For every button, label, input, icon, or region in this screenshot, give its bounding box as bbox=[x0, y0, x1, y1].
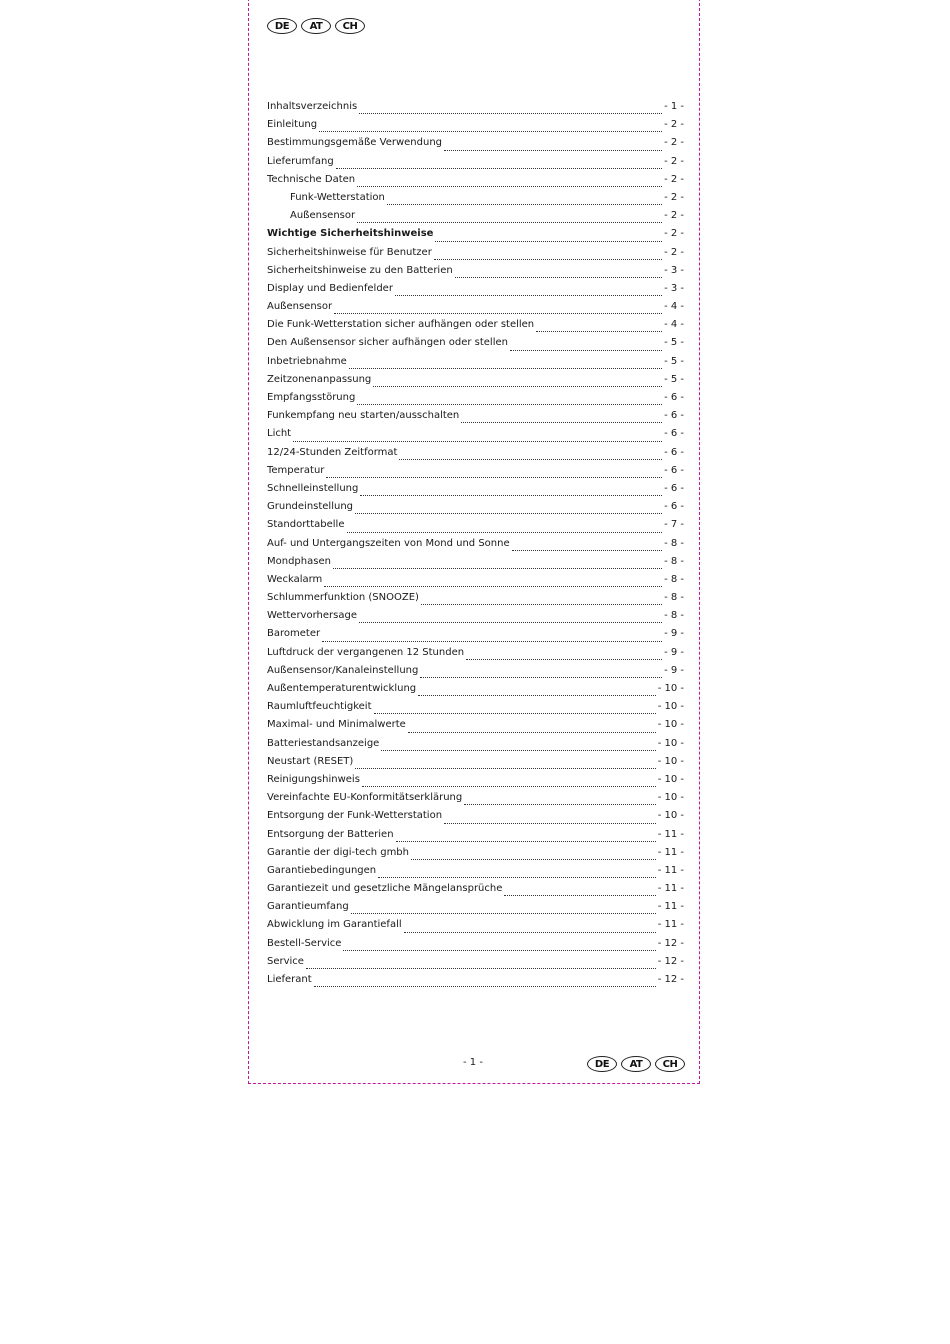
toc-entry-page: - 2 - bbox=[664, 119, 684, 131]
toc-dot-leader bbox=[357, 403, 662, 405]
toc-entry-page: - 10 - bbox=[657, 737, 684, 749]
toc-entry-page: - 6 - bbox=[664, 410, 684, 422]
table-of-contents bbox=[267, 101, 684, 992]
toc-dot-leader bbox=[324, 585, 662, 587]
toc-entry-title: Bestell-Service bbox=[267, 937, 342, 949]
toc-entry[interactable] bbox=[267, 592, 684, 610]
toc-dot-leader bbox=[374, 712, 656, 714]
toc-entry-page: - 10 - bbox=[657, 683, 684, 694]
toc-entry[interactable] bbox=[267, 501, 684, 519]
toc-entry[interactable] bbox=[267, 301, 684, 319]
toc-entry-page: - 2 - bbox=[664, 210, 684, 222]
toc-entry-page: - 6 - bbox=[664, 392, 684, 403]
toc-dot-leader bbox=[512, 549, 662, 551]
toc-dot-leader bbox=[434, 258, 662, 260]
country-badge-de: DE bbox=[587, 1056, 617, 1072]
toc-entry-title: Lieferumfang bbox=[267, 155, 334, 167]
toc-entry[interactable] bbox=[267, 938, 684, 956]
country-badge-at: AT bbox=[621, 1056, 651, 1072]
toc-entry-page: - 12 - bbox=[657, 955, 684, 967]
toc-dot-leader bbox=[326, 476, 662, 478]
toc-dot-leader bbox=[362, 785, 656, 787]
toc-entry-title: Sicherheitshinweise zu den Batterien bbox=[267, 264, 453, 276]
toc-dot-leader bbox=[444, 822, 656, 824]
toc-entry[interactable] bbox=[267, 337, 684, 355]
toc-entry[interactable] bbox=[267, 392, 684, 410]
toc-entry-page: - 11 - bbox=[657, 883, 684, 895]
toc-entry[interactable] bbox=[267, 319, 684, 337]
toc-entry-page: - 8 - bbox=[664, 610, 684, 622]
toc-entry-page: - 12 - bbox=[657, 937, 684, 949]
toc-dot-leader bbox=[333, 567, 662, 569]
toc-dot-leader bbox=[306, 967, 656, 969]
toc-entry-title: Wichtige Sicherheitshinweise bbox=[267, 228, 434, 240]
toc-entry[interactable] bbox=[267, 756, 684, 774]
toc-dot-leader bbox=[373, 385, 662, 387]
toc-entry-title: Garantieumfang bbox=[267, 901, 349, 913]
toc-entry[interactable] bbox=[267, 101, 684, 119]
toc-entry-page: - 9 - bbox=[664, 664, 684, 676]
toc-dot-leader bbox=[411, 858, 656, 860]
toc-dot-leader bbox=[293, 440, 662, 442]
toc-entry-title: Auf- und Untergangszeiten von Mond und Sonne bbox=[267, 537, 510, 549]
toc-entry[interactable] bbox=[267, 519, 684, 537]
toc-entry[interactable] bbox=[267, 810, 684, 828]
toc-entry[interactable] bbox=[267, 192, 684, 210]
toc-entry[interactable] bbox=[267, 283, 684, 301]
toc-dot-leader bbox=[378, 876, 656, 878]
toc-entry-title: Batteriestandsanzeige bbox=[267, 737, 380, 749]
toc-entry-title: Entsorgung der Batterien bbox=[267, 828, 394, 840]
toc-entry[interactable] bbox=[267, 683, 684, 701]
toc-entry-title: Lieferant bbox=[267, 974, 312, 985]
toc-entry-title: Funkempfang neu starten/ausschalten bbox=[267, 410, 460, 422]
toc-entry-title: Entsorgung der Funk-Wetterstation bbox=[267, 810, 443, 822]
toc-entry-page: - 3 - bbox=[664, 264, 684, 276]
toc-entry[interactable] bbox=[267, 265, 684, 283]
toc-entry[interactable] bbox=[267, 919, 684, 937]
toc-entry[interactable] bbox=[267, 247, 684, 265]
toc-entry[interactable] bbox=[267, 374, 684, 392]
toc-entry-page: - 8 - bbox=[664, 555, 684, 567]
toc-dot-leader bbox=[359, 621, 662, 623]
toc-dot-leader bbox=[322, 640, 662, 642]
toc-dot-leader bbox=[343, 949, 655, 951]
toc-entry-title: Garantiezeit und gesetzliche Mängelansprüche bbox=[267, 883, 503, 895]
toc-dot-leader bbox=[351, 912, 656, 914]
toc-entry-page: - 2 - bbox=[664, 173, 684, 185]
toc-entry-title: Inbetriebnahme bbox=[267, 355, 347, 367]
toc-entry-page: - 11 - bbox=[657, 919, 684, 931]
toc-entry-page: - 6 - bbox=[664, 464, 684, 476]
toc-entry[interactable] bbox=[267, 119, 684, 137]
toc-entry-page: - 8 - bbox=[664, 573, 684, 585]
toc-entry-title: Inhaltsverzeichnis bbox=[267, 101, 358, 112]
toc-dot-leader bbox=[408, 731, 656, 733]
toc-entry[interactable] bbox=[267, 574, 684, 592]
toc-entry-page: - 3 - bbox=[664, 282, 684, 294]
country-badge-at: AT bbox=[301, 18, 331, 34]
toc-entry[interactable] bbox=[267, 465, 684, 483]
toc-entry[interactable] bbox=[267, 974, 684, 992]
toc-entry[interactable] bbox=[267, 665, 684, 683]
toc-entry-title: Vereinfachte EU-Konformitätserklärung bbox=[267, 792, 463, 804]
toc-dot-leader bbox=[399, 458, 662, 460]
toc-entry-page: - 11 - bbox=[657, 864, 684, 876]
toc-entry-page: - 10 - bbox=[657, 719, 684, 731]
toc-entry-title: Temperatur bbox=[267, 464, 325, 476]
toc-entry-title: Mondphasen bbox=[267, 555, 331, 567]
toc-dot-leader bbox=[355, 512, 662, 514]
toc-entry-page: - 6 - bbox=[664, 428, 684, 440]
toc-entry[interactable] bbox=[267, 137, 684, 155]
toc-entry-title: Die Funk-Wetterstation sicher aufhängen oder stellen bbox=[267, 319, 535, 331]
toc-entry-title: 12/24-Stunden Zeitformat bbox=[267, 446, 398, 458]
toc-entry-page: - 6 - bbox=[664, 482, 684, 494]
toc-dot-leader bbox=[347, 531, 663, 533]
toc-entry-page: - 2 - bbox=[664, 228, 684, 240]
toc-dot-leader bbox=[381, 749, 655, 751]
toc-dot-leader bbox=[360, 494, 662, 496]
toc-entry-title: Den Außensensor sicher aufhängen oder stellen bbox=[267, 337, 508, 349]
country-badges-footer bbox=[587, 1056, 685, 1072]
toc-dot-leader bbox=[334, 312, 662, 314]
toc-dot-leader bbox=[359, 112, 662, 114]
toc-entry[interactable] bbox=[267, 701, 684, 719]
toc-dot-leader bbox=[510, 349, 662, 351]
toc-entry-page: - 10 - bbox=[657, 792, 684, 804]
toc-entry[interactable] bbox=[267, 210, 684, 228]
toc-entry-title: Luftdruck der vergangenen 12 Stunden bbox=[267, 646, 465, 658]
toc-entry-title: Grundeinstellung bbox=[267, 501, 354, 513]
toc-dot-leader bbox=[395, 294, 662, 296]
toc-dot-leader bbox=[404, 931, 656, 933]
toc-entry-page: - 11 - bbox=[657, 828, 684, 840]
country-badge-ch: CH bbox=[335, 18, 365, 34]
toc-entry[interactable] bbox=[267, 556, 684, 574]
toc-entry[interactable] bbox=[267, 865, 684, 883]
toc-entry-page: - 2 - bbox=[664, 191, 684, 203]
toc-entry-title: Barometer bbox=[267, 628, 321, 640]
country-badge-de: DE bbox=[267, 18, 297, 34]
toc-entry[interactable] bbox=[267, 410, 684, 428]
toc-entry[interactable] bbox=[267, 774, 684, 792]
toc-dot-leader bbox=[355, 767, 655, 769]
toc-dot-leader bbox=[536, 330, 662, 332]
toc-entry[interactable] bbox=[267, 447, 684, 465]
toc-entry-title: Zeitzonenanpassung bbox=[267, 373, 372, 385]
toc-entry[interactable] bbox=[267, 610, 684, 628]
toc-entry-page: - 8 - bbox=[664, 592, 684, 604]
toc-dot-leader bbox=[336, 167, 662, 169]
toc-entry-page: - 6 - bbox=[664, 501, 684, 513]
toc-entry[interactable] bbox=[267, 738, 684, 756]
toc-dot-leader bbox=[349, 367, 662, 369]
toc-entry-page: - 6 - bbox=[664, 446, 684, 458]
toc-entry[interactable] bbox=[267, 483, 684, 501]
toc-entry-title: Schnelleinstellung bbox=[267, 482, 359, 494]
toc-entry-title: Weckalarm bbox=[267, 573, 323, 585]
toc-entry-title: Sicherheitshinweise für Benutzer bbox=[267, 246, 432, 258]
toc-entry-page: - 11 - bbox=[657, 901, 684, 913]
toc-entry-title: Schlummerfunktion (SNOOZE) bbox=[267, 592, 419, 604]
toc-dot-leader bbox=[319, 130, 662, 132]
toc-entry-page: - 7 - bbox=[664, 519, 684, 531]
toc-entry-page: - 10 - bbox=[657, 773, 684, 785]
toc-dot-leader bbox=[455, 276, 662, 278]
toc-entry-title: Technische Daten bbox=[267, 173, 356, 185]
toc-entry-title: Raumluftfeuchtigkeit bbox=[267, 701, 372, 713]
toc-dot-leader bbox=[421, 603, 662, 605]
toc-entry[interactable] bbox=[267, 156, 684, 174]
toc-entry[interactable] bbox=[267, 829, 684, 847]
toc-entry-page: - 4 - bbox=[664, 319, 684, 331]
toc-entry-page: - 9 - bbox=[664, 646, 684, 658]
country-badges-header bbox=[267, 18, 365, 34]
toc-entry[interactable] bbox=[267, 428, 684, 446]
toc-entry[interactable] bbox=[267, 883, 684, 901]
toc-entry-page: - 4 - bbox=[664, 301, 684, 313]
toc-entry-title: Empfangsstörung bbox=[267, 392, 356, 403]
toc-entry-page: - 2 - bbox=[664, 246, 684, 258]
toc-entry[interactable] bbox=[267, 538, 684, 556]
toc-entry-title: Service bbox=[267, 955, 304, 967]
toc-entry[interactable] bbox=[267, 647, 684, 665]
toc-entry-title: Außensensor bbox=[267, 301, 333, 313]
toc-entry-page: - 5 - bbox=[664, 373, 684, 385]
toc-entry-title: Einleitung bbox=[267, 119, 318, 131]
page-number: - 1 - bbox=[463, 1057, 483, 1068]
toc-entry-page: - 8 - bbox=[664, 537, 684, 549]
toc-dot-leader bbox=[435, 240, 662, 242]
toc-dot-leader bbox=[466, 658, 662, 660]
toc-entry-title: Außentemperaturentwicklung bbox=[267, 683, 417, 694]
toc-entry-title: Reinigungshinweis bbox=[267, 773, 360, 785]
toc-dot-leader bbox=[396, 840, 656, 842]
toc-entry[interactable] bbox=[267, 792, 684, 810]
toc-entry[interactable] bbox=[267, 228, 684, 246]
toc-entry-page: - 10 - bbox=[657, 701, 684, 713]
toc-dot-leader bbox=[314, 985, 656, 987]
toc-entry[interactable] bbox=[267, 847, 684, 865]
toc-entry-title: Garantie der digi-tech gmbh bbox=[267, 846, 409, 858]
toc-entry-page: - 12 - bbox=[657, 974, 684, 985]
toc-entry-page: - 10 - bbox=[657, 810, 684, 822]
toc-dot-leader bbox=[420, 676, 662, 678]
toc-dot-leader bbox=[357, 221, 662, 223]
toc-entry-title: Funk-Wetterstation bbox=[290, 191, 385, 203]
toc-entry-title: Licht bbox=[267, 428, 292, 440]
toc-entry-title: Maximal- und Minimalwerte bbox=[267, 719, 406, 731]
toc-entry[interactable] bbox=[267, 956, 684, 974]
toc-entry-title: Abwicklung im Garantiefall bbox=[267, 919, 402, 931]
toc-entry-title: Bestimmungsgemäße Verwendung bbox=[267, 137, 443, 149]
toc-entry-title: Außensensor/Kanaleinstellung bbox=[267, 664, 419, 676]
toc-entry-title: Standorttabelle bbox=[267, 519, 345, 531]
toc-dot-leader bbox=[387, 203, 662, 205]
toc-entry-page: - 5 - bbox=[664, 355, 684, 367]
toc-entry-title: Wettervorhersage bbox=[267, 610, 357, 622]
toc-entry-title: Neustart (RESET) bbox=[267, 755, 354, 767]
toc-entry-title: Display und Bedienfelder bbox=[267, 282, 393, 294]
toc-entry-page: - 10 - bbox=[657, 755, 684, 767]
toc-entry[interactable] bbox=[267, 174, 684, 192]
toc-entry-page: - 5 - bbox=[664, 337, 684, 349]
toc-entry-title: Außensensor bbox=[290, 210, 356, 222]
toc-entry-page: - 2 - bbox=[664, 155, 684, 167]
toc-dot-leader bbox=[418, 694, 656, 696]
country-badge-ch: CH bbox=[655, 1056, 685, 1072]
toc-dot-leader bbox=[444, 149, 662, 151]
document-page bbox=[248, 0, 700, 1084]
toc-entry[interactable] bbox=[267, 901, 684, 919]
toc-dot-leader bbox=[464, 803, 655, 805]
toc-entry-page: - 9 - bbox=[664, 628, 684, 640]
toc-entry-title: Garantiebedingungen bbox=[267, 864, 377, 876]
toc-entry[interactable] bbox=[267, 719, 684, 737]
toc-dot-leader bbox=[461, 421, 662, 423]
toc-dot-leader bbox=[357, 185, 662, 187]
toc-dot-leader bbox=[504, 894, 655, 896]
toc-entry-page: - 1 - bbox=[664, 101, 684, 112]
toc-entry-page: - 11 - bbox=[657, 846, 684, 858]
toc-entry-page: - 2 - bbox=[664, 137, 684, 149]
toc-entry[interactable] bbox=[267, 356, 684, 374]
toc-entry[interactable] bbox=[267, 628, 684, 646]
